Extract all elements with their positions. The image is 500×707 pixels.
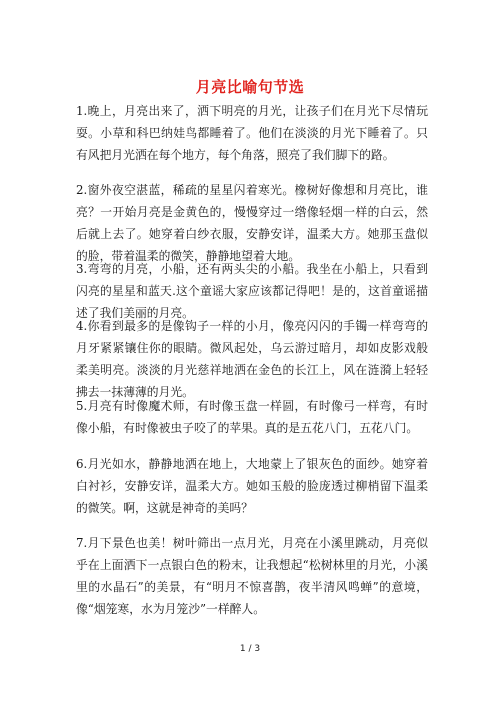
document-title: 月亮比喻句节选	[195, 78, 305, 96]
paragraph-1: 1.晚上，月亮出来了，洒下明亮的月光，让孩子们在月光下尽情玩耍。小草和科巴纳娃鸟都睡着了。他们在淡淡的月光下睡着了。只有风把月光洒在每个地方，每个角落，照亮了我们脚下的路。	[76, 104, 428, 162]
paragraph-7: 7.月下景色也美！树叶筛出一点月光，月亮在小溪里跳动，月亮似乎在上面洒下一点银白色的粉末，让我想起“松树林里的月光，小溪里的水晶石”的美景，有“明月不惊喜鹊，夜半清风鸣蝉”的意境，像“烟笼寒，水为月笼沙”一样醉人。	[76, 536, 428, 616]
paragraph-2: 2.窗外夜空湛蓝，稀疏的星星闪着寒光。橡树好像想和月亮比，谁亮？一开始月亮是金黄色的，慢慢穿过一绺像轻烟一样的白云，然后就上去了。她穿着白纱衣服，安静安详，温柔大方。她那玉盘似的脸，带着温柔的微笑，静静地望着大地。	[76, 183, 428, 263]
paragraph-4: 4.你看到最多的是像钩子一样的小月，像亮闪闪的手镯一样弯弯的月牙紧紧镶住你的眼睛。微风起处，乌云游过暗月，却如皮影戏般柔美明亮。淡淡的月光慈祥地洒在金色的长江上，风在涟漪上轻轻拂去一抹薄薄的月光。	[76, 319, 428, 399]
paragraph-5: 5.月亮有时像魔术师，有时像玉盘一样圆，有时像弓一样弯，有时像小船，有时像被虫子咬了的苹果。真的是五花八门，五花八门。	[76, 399, 428, 435]
page-number: 1 / 3	[239, 644, 261, 654]
paragraph-3: 3.弯弯的月亮，小船，还有两头尖的小船。我坐在小船上，只看到闪亮的星星和蓝天.这个童谣大家应该都记得吧！是的，这首童谣描述了我们美丽的月亮。	[76, 262, 428, 320]
paragraph-6: 6.月光如水，静静地洒在地上，大地蒙上了银灰色的面纱。她穿着白衬衫，安静安详，温柔大方。她如玉般的脸庞透过柳梢留下温柔的微笑。啊，这就是神奇的美吗？	[76, 457, 428, 515]
